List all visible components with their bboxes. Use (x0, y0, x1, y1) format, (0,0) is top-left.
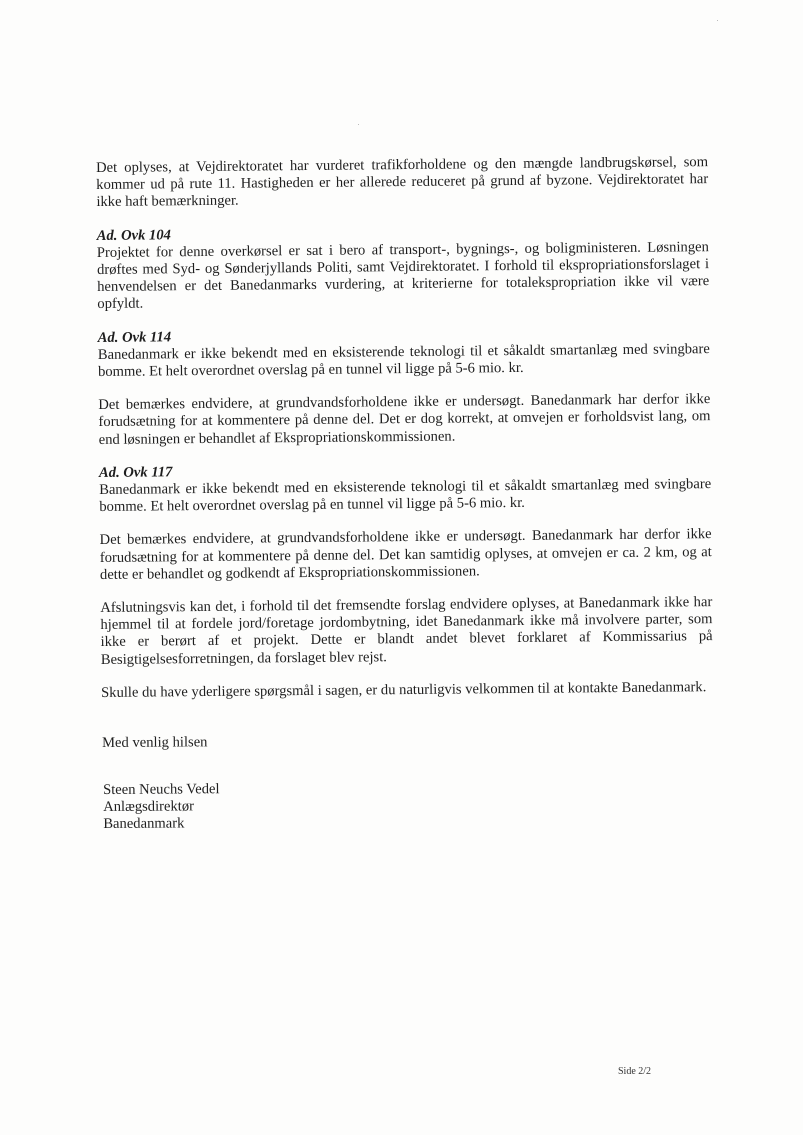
section-heading: Ad. Ovk 114 (97, 328, 172, 346)
section-paragraph: Banedanmark er ikke bekendt med en eksisterende teknologi til et såkaldt smartanlæg med svingbare bomme. Et helt overordnet overslag på en tunnel vil ligge på 5-6 mio. kr. (97, 340, 710, 381)
section-paragraph: Banedanmark er ikke bekendt med en eksisterende teknologi til et såkaldt smartanlæg med svingbare bomme. Et helt overordnet overslag på en tunnel vil ligge på 5-6 mio. kr. (99, 476, 712, 516)
section-heading: Ad. Ovk 117 (98, 464, 173, 481)
scan-speck (358, 124, 359, 125)
signatory-title: Anlægsdirektør (103, 798, 195, 816)
closing-paragraph: Skulle du have yderligere spørgsmål i sagen, er du naturligvis velkommen til at kontakte Banedanmark. (101, 679, 707, 701)
section-paragraph: Det bemærkes endvidere, at grundvandsforholdene ikke er undersøgt. Banedanmark har derfor ikke forudsætning for at kommentere på denne del. Det kan samtidig oplyses, at omvejen er ca. 2 km, og at dette er behandlet og godkendt af Ekspropriationskommissionen. (99, 526, 712, 583)
intro-paragraph: Det oplyses, at Vejdirektoratet har vurderet trafikforholdene og den mængde landbrugskørsel, som kommer ud på rute 11. Hastigheden er her allerede reduceret på grund af byzone. Vejdirektoratet har ikke haft bemærkninger. (96, 154, 709, 211)
section-ovk-104 (97, 222, 710, 314)
section-paragraph: Det bemærkes endvidere, at grundvandsforholdene ikke er undersøgt. Banedanmark har derfor ikke forudsætning for at kommentere på denne del. Det er dog korrekt, at omvejen er forholdsvist lang, om end løsningen er behandlet af Ekspropriationskommissionen. (98, 391, 711, 448)
greeting: Med venlig hilsen (102, 734, 208, 751)
signatory-name: Steen Neuchs Vedel (103, 781, 220, 798)
page-number: Side 2/2 (618, 1066, 652, 1077)
letter-body (96, 154, 713, 718)
section-heading: Ad. Ovk 104 (96, 226, 171, 244)
signature-block (103, 781, 220, 833)
scan-speck (717, 20, 718, 21)
closing-paragraph: Afslutningsvis kan det, i forhold til det fremsendte forslag endvidere oplyses, at Banedanmark ikke har hjemmel til at fordele jord/foretage jordombytning, idet Banedanmark ikke må involvere parter, som ikke er berørt af et projekt. Dette er blandt andet blevet forklaret af Kommissarius på Besigtigelsesforretningen, da forslaget blev rejst. (100, 594, 713, 668)
section-ovk-114 (98, 324, 710, 381)
section-paragraph: Projektet for denne overkørsel er sat i bero af transport-, bygnings-, og boligministeren. Løsningen drøftes med Syd- og Sønderjyllands Politi, samt Vejdirektoratet. I forhold til ekspropriationsforslaget i henvendelsen er det Banedanmarks vurdering, at kriterierne for totalekspropriation ikke vil være opfyldt. (96, 238, 710, 313)
section-ovk-117 (99, 459, 711, 516)
signatory-organization: Banedanmark (103, 815, 185, 833)
